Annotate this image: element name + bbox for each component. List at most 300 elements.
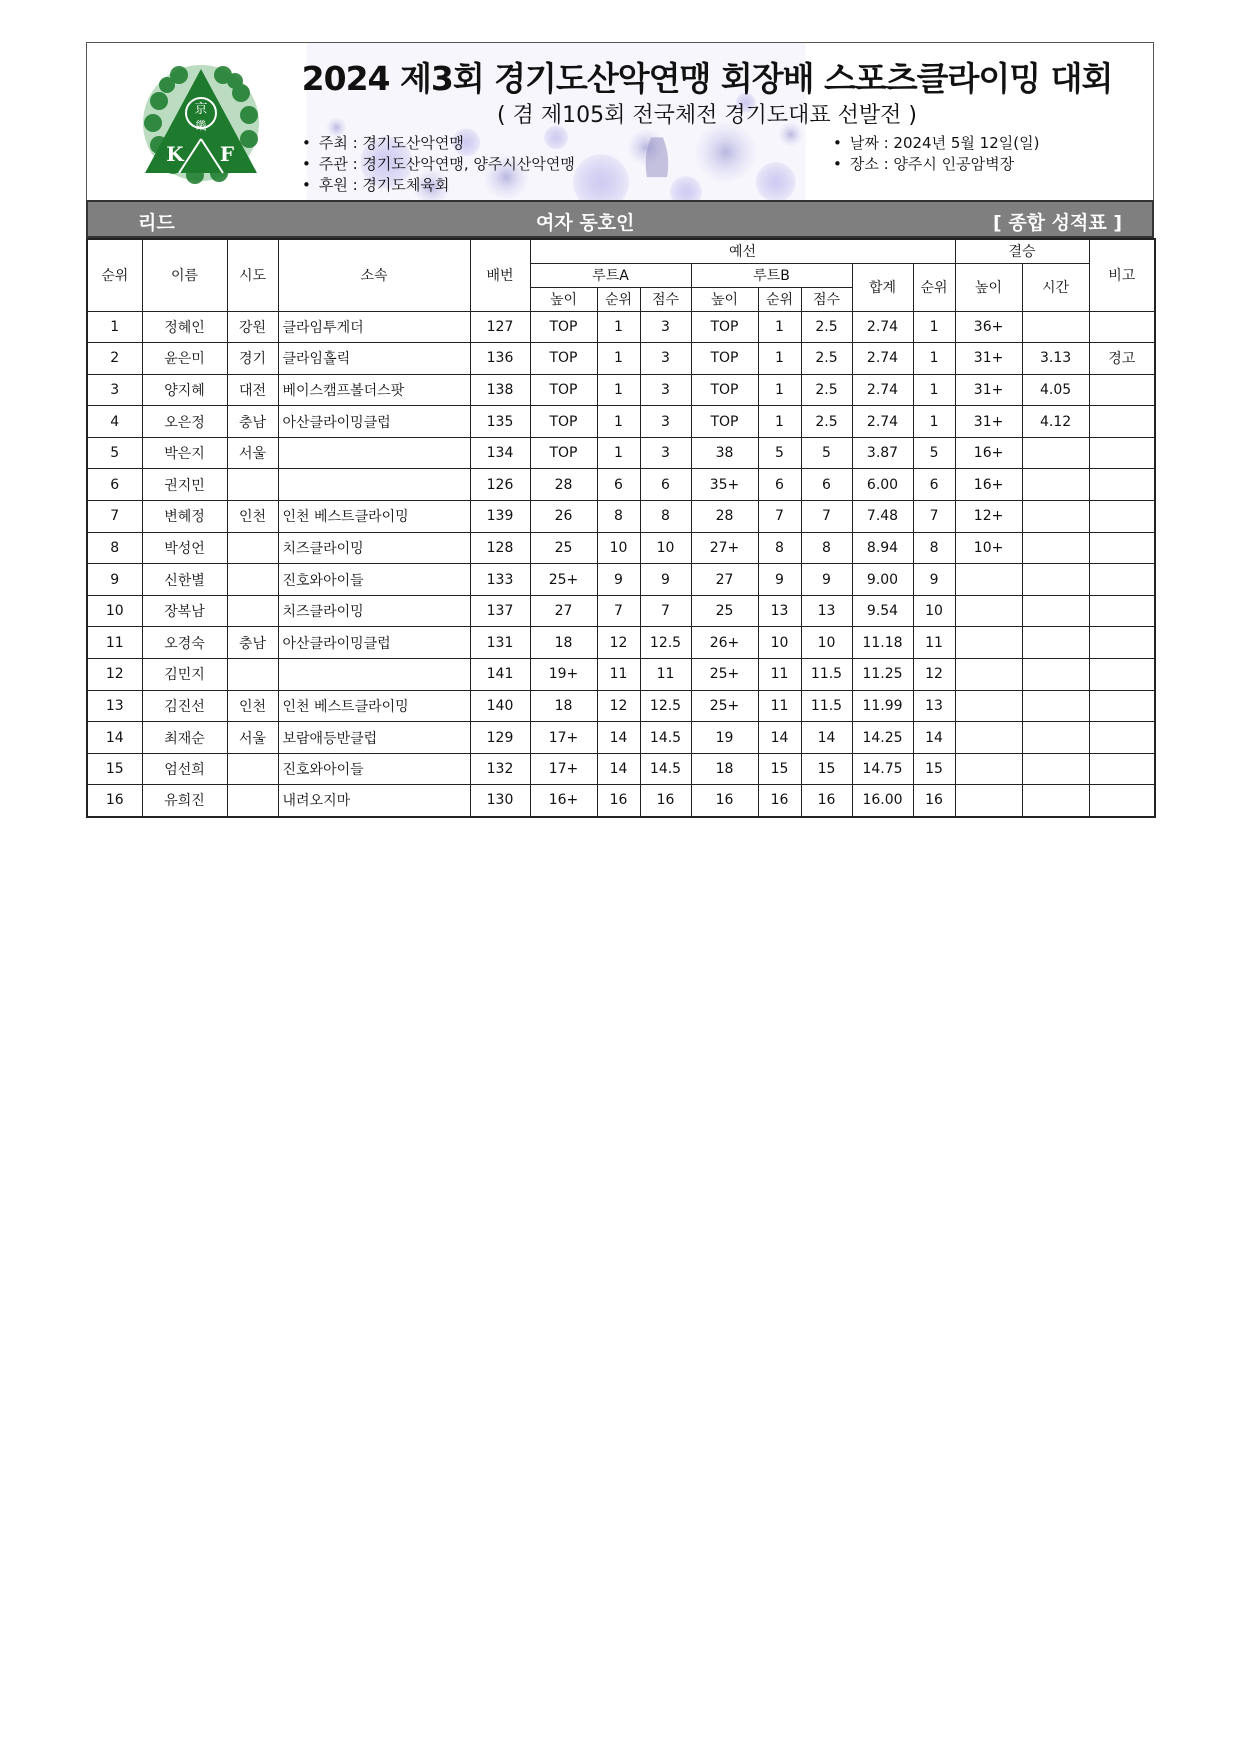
cell-route-b-height: 25+ [691,690,758,722]
table-row [87,659,1155,691]
table-row [87,722,1155,754]
cell-final-height: 10+ [955,532,1022,564]
header-banner [86,42,1154,200]
cell-route-b-score: 7 [801,501,852,533]
cell-route-b-score: 2.5 [801,343,852,375]
cell-final-time [1022,785,1089,817]
cell-route-b-score: 2.5 [801,406,852,438]
cell-final-height [955,690,1022,722]
cell-rank: 3 [87,374,142,406]
logo-char-top: 京 [194,102,208,117]
cell-route-a-rank: 12 [597,627,640,659]
cell-note [1089,406,1155,438]
cell-route-a-height: 16+ [530,785,597,817]
cell-name: 변혜정 [142,501,227,533]
cell-route-b-rank: 9 [758,564,801,596]
cell-qual-rank: 1 [913,343,955,375]
cell-name: 정혜인 [142,311,227,343]
cell-affiliation [278,469,470,501]
cell-bib: 138 [470,374,530,406]
header-rank: 순위 [87,239,142,311]
cell-note [1089,469,1155,501]
cell-route-b-height: 25+ [691,659,758,691]
cell-total: 9.00 [852,564,913,596]
header-region: 시도 [227,239,278,311]
cell-route-a-score: 16 [640,785,691,817]
cell-region [227,532,278,564]
header-route-b-rank: 순위 [758,287,801,311]
cell-final-time: 3.13 [1022,343,1089,375]
cell-route-b-rank: 6 [758,469,801,501]
header-route-a-height: 높이 [530,287,597,311]
cell-region: 대전 [227,374,278,406]
cell-route-b-rank: 14 [758,722,801,754]
cell-rank: 4 [87,406,142,438]
cell-route-a-score: 3 [640,437,691,469]
cell-route-a-height: 27 [530,595,597,627]
cell-route-b-score: 8 [801,532,852,564]
cell-total: 16.00 [852,785,913,817]
info-venue: • 장소 : 양주시 인공암벽장 [833,154,1039,175]
cell-qual-rank: 15 [913,753,955,785]
cell-affiliation: 보람애등반클럽 [278,722,470,754]
cell-note [1089,627,1155,659]
table-row [87,437,1155,469]
cell-qual-rank: 7 [913,501,955,533]
cell-region: 인천 [227,501,278,533]
cell-final-time [1022,753,1089,785]
cell-total: 8.94 [852,532,913,564]
cell-route-b-height: 27 [691,564,758,596]
table-row [87,374,1155,406]
cell-affiliation: 진호와아이들 [278,564,470,596]
cell-route-a-rank: 8 [597,501,640,533]
cell-route-a-height: TOP [530,406,597,438]
cell-rank: 13 [87,690,142,722]
cell-qual-rank: 1 [913,406,955,438]
cell-note [1089,659,1155,691]
cell-rank: 11 [87,627,142,659]
cell-route-a-rank: 7 [597,595,640,627]
header-route-b: 루트B [691,263,852,287]
cell-route-a-height: TOP [530,437,597,469]
cell-qual-rank: 10 [913,595,955,627]
cell-rank: 2 [87,343,142,375]
cell-route-b-score: 9 [801,564,852,596]
cell-region [227,469,278,501]
cell-route-b-height: 27+ [691,532,758,564]
cell-rank: 10 [87,595,142,627]
cell-route-b-rank: 1 [758,374,801,406]
header-final-time: 시간 [1022,263,1089,311]
cell-rank: 5 [87,437,142,469]
cell-route-a-score: 3 [640,311,691,343]
header-route-a: 루트A [530,263,691,287]
cell-final-time [1022,659,1089,691]
cell-route-a-score: 3 [640,406,691,438]
cell-route-b-score: 14 [801,722,852,754]
cell-route-a-score: 3 [640,343,691,375]
cell-final-height: 16+ [955,469,1022,501]
cell-route-b-rank: 11 [758,659,801,691]
cell-route-a-height: 25 [530,532,597,564]
header-final: 결승 [955,239,1089,263]
cell-route-b-rank: 5 [758,437,801,469]
cell-total: 6.00 [852,469,913,501]
cell-final-height: 31+ [955,406,1022,438]
cell-final-height [955,595,1022,627]
cell-rank: 9 [87,564,142,596]
cell-name: 최재순 [142,722,227,754]
division-label: 여자 동호인 [536,212,635,234]
cell-route-a-rank: 1 [597,311,640,343]
cell-final-height [955,627,1022,659]
cell-final-time: 4.12 [1022,406,1089,438]
cell-affiliation: 진호와아이들 [278,753,470,785]
cell-rank: 14 [87,722,142,754]
sheet-type-label: [ 종합 성적표 ] [993,212,1122,234]
table-row [87,595,1155,627]
cell-affiliation: 치즈클라이밍 [278,532,470,564]
cell-affiliation: 클라임투게더 [278,311,470,343]
cell-region: 경기 [227,343,278,375]
cell-affiliation: 아산클라이밍클럽 [278,406,470,438]
cell-rank: 1 [87,311,142,343]
cell-route-a-rank: 14 [597,753,640,785]
table-row [87,501,1155,533]
cell-route-a-rank: 1 [597,406,640,438]
cell-route-a-score: 8 [640,501,691,533]
cell-bib: 139 [470,501,530,533]
info-sponsor: • 후원 : 경기도체육회 [302,175,575,196]
cell-final-height [955,722,1022,754]
cell-bib: 128 [470,532,530,564]
info-date: • 날짜 : 2024년 5월 12일(일) [833,133,1039,154]
cell-final-height: 36+ [955,311,1022,343]
cell-route-b-height: 19 [691,722,758,754]
cell-note [1089,437,1155,469]
cell-route-b-height: 38 [691,437,758,469]
cell-note [1089,722,1155,754]
cell-route-b-score: 2.5 [801,374,852,406]
table-row [87,343,1155,375]
cell-affiliation: 내려오지마 [278,785,470,817]
cell-total: 14.75 [852,753,913,785]
cell-final-height [955,785,1022,817]
cell-total: 3.87 [852,437,913,469]
cell-bib: 132 [470,753,530,785]
cell-region [227,659,278,691]
cell-bib: 134 [470,437,530,469]
logo-letter-k: K [166,142,184,166]
cell-route-a-score: 10 [640,532,691,564]
cell-route-b-height: 28 [691,501,758,533]
cell-name: 김진선 [142,690,227,722]
cell-rank: 15 [87,753,142,785]
cell-final-time [1022,501,1089,533]
header-affiliation: 소속 [278,239,470,311]
cell-bib: 126 [470,469,530,501]
cell-name: 박은지 [142,437,227,469]
cell-route-a-score: 14.5 [640,753,691,785]
cell-name: 신한별 [142,564,227,596]
cell-rank: 8 [87,532,142,564]
cell-affiliation: 베이스캠프볼더스팟 [278,374,470,406]
header-route-b-score: 점수 [801,287,852,311]
cell-route-b-height: TOP [691,343,758,375]
info-host: • 주최 : 경기도산악연맹 [302,133,575,154]
cell-qual-rank: 1 [913,311,955,343]
cell-bib: 141 [470,659,530,691]
cell-total: 14.25 [852,722,913,754]
cell-route-b-rank: 13 [758,595,801,627]
cell-total: 7.48 [852,501,913,533]
cell-rank: 16 [87,785,142,817]
cell-bib: 136 [470,343,530,375]
cell-bib: 133 [470,564,530,596]
logo-letter-f: F [219,142,235,166]
cell-region: 서울 [227,722,278,754]
cell-route-b-score: 11.5 [801,659,852,691]
cell-route-b-height: TOP [691,311,758,343]
cell-region [227,753,278,785]
cell-route-b-height: TOP [691,406,758,438]
discipline-label: 리드 [138,212,175,234]
cell-route-a-score: 6 [640,469,691,501]
cell-bib: 137 [470,595,530,627]
header-qualification: 예선 [530,239,955,263]
cell-bib: 127 [470,311,530,343]
cell-name: 김민지 [142,659,227,691]
cell-rank: 7 [87,501,142,533]
header-bib: 배번 [470,239,530,311]
cell-route-a-height: 28 [530,469,597,501]
cell-route-b-rank: 1 [758,343,801,375]
cell-route-a-score: 9 [640,564,691,596]
category-bar [86,200,1154,238]
cell-route-b-height: 18 [691,753,758,785]
cell-final-time [1022,722,1089,754]
table-row [87,469,1155,501]
results-table [86,238,1156,818]
cell-total: 11.99 [852,690,913,722]
cell-route-a-score: 14.5 [640,722,691,754]
cell-rank: 6 [87,469,142,501]
cell-name: 권지민 [142,469,227,501]
cell-region: 서울 [227,437,278,469]
cell-route-a-height: 19+ [530,659,597,691]
cell-rank: 12 [87,659,142,691]
cell-route-a-rank: 12 [597,690,640,722]
table-row [87,311,1155,343]
table-row [87,532,1155,564]
table-row [87,627,1155,659]
cell-qual-rank: 11 [913,627,955,659]
cell-route-a-height: 26 [530,501,597,533]
cell-route-a-rank: 10 [597,532,640,564]
cell-route-a-height: 18 [530,690,597,722]
cell-note [1089,753,1155,785]
cell-route-b-rank: 16 [758,785,801,817]
cell-region: 인천 [227,690,278,722]
cell-total: 2.74 [852,343,913,375]
cell-note [1089,785,1155,817]
cell-route-b-rank: 7 [758,501,801,533]
cell-bib: 131 [470,627,530,659]
cell-route-a-rank: 1 [597,437,640,469]
header-route-a-rank: 순위 [597,287,640,311]
cell-final-height: 31+ [955,343,1022,375]
table-row [87,690,1155,722]
cell-route-a-score: 12.5 [640,690,691,722]
cell-route-a-rank: 14 [597,722,640,754]
cell-route-a-rank: 6 [597,469,640,501]
cell-route-b-score: 2.5 [801,311,852,343]
header-note: 비고 [1089,239,1155,311]
cell-route-b-score: 5 [801,437,852,469]
header-qual-rank: 순위 [913,263,955,311]
cell-qual-rank: 6 [913,469,955,501]
header-route-b-height: 높이 [691,287,758,311]
cell-route-a-rank: 9 [597,564,640,596]
header-route-a-score: 점수 [640,287,691,311]
cell-note [1089,595,1155,627]
cell-qual-rank: 8 [913,532,955,564]
cell-route-b-height: 25 [691,595,758,627]
cell-affiliation: 아산클라이밍클럽 [278,627,470,659]
cell-route-b-height: 35+ [691,469,758,501]
cell-final-time [1022,595,1089,627]
cell-final-time [1022,564,1089,596]
cell-name: 양지혜 [142,374,227,406]
cell-route-a-score: 3 [640,374,691,406]
cell-route-a-rank: 1 [597,374,640,406]
cell-region [227,785,278,817]
cell-total: 9.54 [852,595,913,627]
cell-final-time [1022,311,1089,343]
cell-route-a-score: 11 [640,659,691,691]
organizer-info [302,133,575,196]
cell-affiliation [278,437,470,469]
cell-region [227,564,278,596]
cell-route-b-score: 6 [801,469,852,501]
cell-route-a-rank: 11 [597,659,640,691]
federation-logo [139,61,263,185]
event-title: 2024 제3회 경기도산악연맹 회장배 스포츠클라이밍 대회 [301,59,1113,98]
cell-name: 윤은미 [142,343,227,375]
cell-qual-rank: 16 [913,785,955,817]
cell-final-time [1022,690,1089,722]
cell-qual-rank: 13 [913,690,955,722]
cell-final-time: 4.05 [1022,374,1089,406]
cell-note: 경고 [1089,343,1155,375]
cell-route-b-height: 26+ [691,627,758,659]
cell-name: 박성언 [142,532,227,564]
cell-affiliation: 인천 베스트클라이밍 [278,501,470,533]
cell-name: 오경숙 [142,627,227,659]
cell-route-b-height: TOP [691,374,758,406]
cell-route-b-rank: 1 [758,311,801,343]
cell-route-b-rank: 1 [758,406,801,438]
cell-note [1089,564,1155,596]
cell-final-time [1022,437,1089,469]
cell-route-b-score: 10 [801,627,852,659]
cell-route-b-score: 11.5 [801,690,852,722]
cell-note [1089,532,1155,564]
cell-note [1089,374,1155,406]
cell-name: 유희진 [142,785,227,817]
results-sheet [86,42,1154,818]
cell-route-a-height: TOP [530,374,597,406]
cell-route-a-score: 7 [640,595,691,627]
header-final-height: 높이 [955,263,1022,311]
cell-bib: 129 [470,722,530,754]
cell-affiliation: 클라임홀릭 [278,343,470,375]
event-subtitle: ( 겸 제105회 전국체전 경기도대표 선발전 ) [497,103,917,128]
table-row [87,406,1155,438]
cell-route-b-rank: 15 [758,753,801,785]
cell-bib: 130 [470,785,530,817]
cell-final-height: 31+ [955,374,1022,406]
cell-bib: 140 [470,690,530,722]
cell-route-a-height: TOP [530,343,597,375]
cell-route-a-height: 17+ [530,753,597,785]
cell-qual-rank: 9 [913,564,955,596]
cell-final-time [1022,627,1089,659]
cell-final-height [955,564,1022,596]
cell-note [1089,311,1155,343]
cell-final-height: 16+ [955,437,1022,469]
cell-total: 11.25 [852,659,913,691]
cell-name: 오은정 [142,406,227,438]
results-body [87,311,1155,817]
cell-qual-rank: 1 [913,374,955,406]
cell-note [1089,501,1155,533]
cell-name: 엄선희 [142,753,227,785]
cell-final-height [955,753,1022,785]
cell-note [1089,690,1155,722]
cell-total: 2.74 [852,406,913,438]
cell-region [227,595,278,627]
header-total: 합계 [852,263,913,311]
cell-region: 충남 [227,406,278,438]
cell-final-time [1022,532,1089,564]
cell-total: 2.74 [852,374,913,406]
cell-route-b-score: 16 [801,785,852,817]
info-organizer: • 주관 : 경기도산악연맹, 양주시산악연맹 [302,154,575,175]
table-row [87,564,1155,596]
cell-affiliation: 인천 베스트클라이밍 [278,690,470,722]
cell-route-a-height: 17+ [530,722,597,754]
date-venue-info [833,133,1039,175]
cell-qual-rank: 14 [913,722,955,754]
cell-final-time [1022,469,1089,501]
cell-route-b-rank: 8 [758,532,801,564]
cell-route-a-score: 12.5 [640,627,691,659]
cell-qual-rank: 5 [913,437,955,469]
cell-route-b-rank: 11 [758,690,801,722]
table-row [87,753,1155,785]
table-row [87,785,1155,817]
cell-route-b-score: 15 [801,753,852,785]
cell-final-height [955,659,1022,691]
cell-total: 11.18 [852,627,913,659]
cell-region: 강원 [227,311,278,343]
cell-route-a-rank: 1 [597,343,640,375]
cell-route-a-height: 18 [530,627,597,659]
cell-total: 2.74 [852,311,913,343]
cell-qual-rank: 12 [913,659,955,691]
